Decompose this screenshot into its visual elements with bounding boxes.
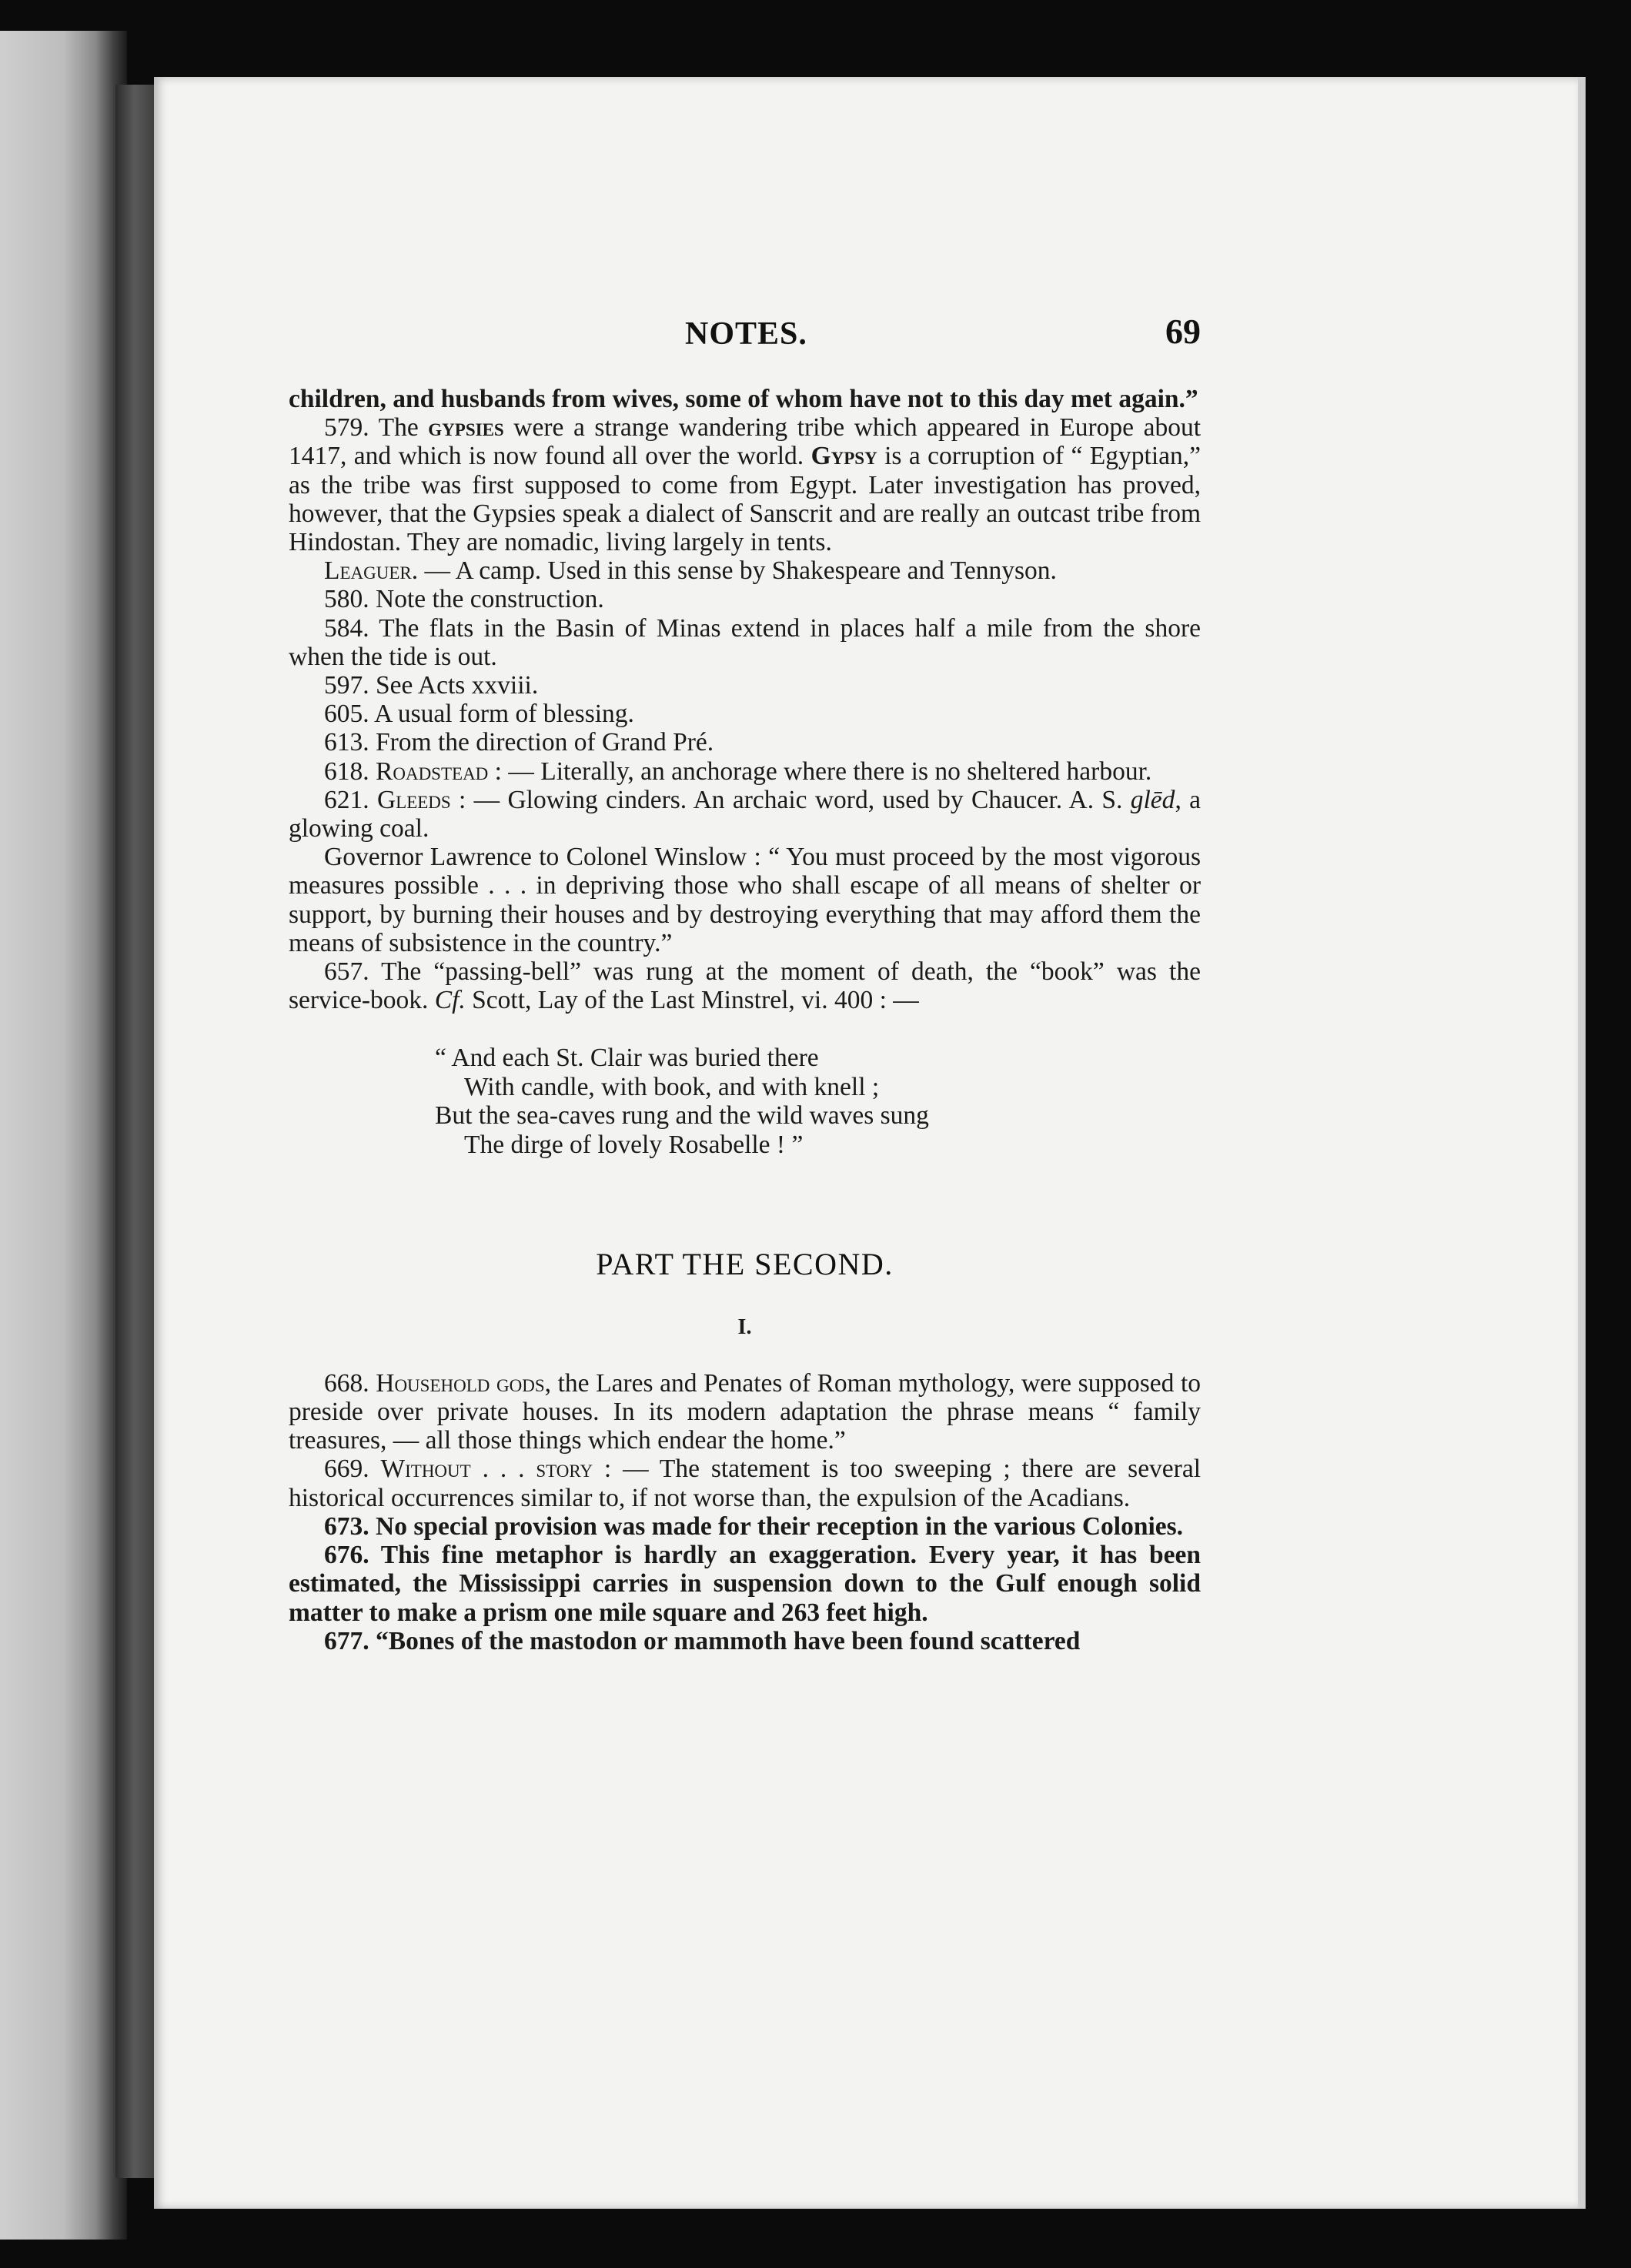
note-579: 579. The gypsies were a strange wandering tribe which appeared in Europe about 1417, and which is now found all over the world. Gypsy is a corruption of “ Egyptian,” as the tribe was first supposed to come from Egypt. Later investigation has proved, however, that the Gypsies speak a dialect of Sanscrit and are really an outcast tribe from Hindostan. They are nomadic, living largely in tents. (289, 413, 1201, 557)
note-613: 613. From the direction of Grand Pré. (324, 728, 714, 757)
term-roadstead: Roadstead (376, 757, 489, 786)
note-continuation: children, and husbands from wives, some of whom have not to this day met again.” (289, 385, 1198, 413)
term-gypsies: gypsies (428, 413, 504, 443)
note-669: 669. Without . . . story : — The statement is too sweeping ; there are several historical occurrences similar to, if not worse than, the expulsion of the Acadians. (289, 1455, 1202, 1512)
note-668: 668. Household gods, the Lares and Penates of Roman mythology, were supposed to preside over private houses. In its modern adaptation the phrase means “ family treasures, — all those things which endear the home.” (289, 1368, 1202, 1455)
book-gutter (0, 31, 127, 2240)
word-gled: glēd (1130, 785, 1175, 814)
note-governor-quote: Governor Lawrence to Colonel Winslow : “ You must proceed by the most vigorous measures possible . . . in depriving those who shall escape of all means of shelter or support, by burning their houses and by destroying everything that may afford them the means of subsistence in the country.” (289, 843, 1201, 957)
note-584: 584. The flats in the Basin of Minas extend in places half a mile from the shore when the tide is out. (289, 613, 1201, 671)
note-580: 580. Note the construction. (324, 585, 604, 614)
page-header (285, 312, 1201, 362)
note-676: 676. This fine metaphor is hardly an exaggeration. Every year, it has been estimated, the Mississippi carries in suspension down to the Gulf enough solid matter to make a prism one mile square and 263 feet high. (289, 1541, 1201, 1627)
running-head: NOTES. (685, 316, 807, 352)
page-edge (1578, 77, 1586, 2209)
note-673: 673. No special provision was made for their reception in the various Colonies. (324, 1511, 1184, 1541)
part-heading: PART THE SECOND. (596, 1247, 894, 1282)
note-597: 597. See Acts xxviii. (324, 671, 539, 700)
notes-body (289, 385, 1201, 1655)
note-621: 621. Gleeds : — Glowing cinders. An archaic word, used by Chaucer. A. S. glēd, a glowing coal. (289, 785, 1201, 843)
poem-line: But the sea-caves rung and the wild waves sung (435, 1101, 929, 1131)
page-number: 69 (1165, 312, 1201, 351)
note-677: 677. “Bones of the mastodon or mammoth have been found scattered (324, 1626, 1081, 1655)
poem-line: “ And each St. Clair was buried there (435, 1044, 819, 1073)
term-gleeds: Gleeds (376, 785, 451, 814)
note-618: 618. Roadstead : — Literally, an anchorage where there is no sheltered harbour. (324, 757, 1152, 786)
section-number: I. (737, 1314, 752, 1339)
term-story: story (536, 1455, 593, 1484)
note-leaguer: Leaguer. — A camp. Used in this sense by Shakespeare and Tennyson. (324, 556, 1057, 586)
poem-line: The dirge of lovely Rosabelle ! ” (464, 1130, 804, 1159)
poem-line: With candle, with book, and with knell ; (464, 1072, 880, 1101)
term-household-gods: Household gods (376, 1368, 545, 1398)
poem-quote (435, 1044, 1201, 1159)
term-leaguer: Leaguer (324, 556, 412, 586)
note-605: 605. A usual form of blessing. (324, 700, 634, 729)
term-gypsy: Gypsy (810, 442, 877, 471)
note-657: 657. The “passing-bell” was rung at the moment of death, the “book” was the service-book. Cf. Scott, Lay of the Last Minstrel, vi. 400 : — (289, 957, 1201, 1015)
part-two-notes (289, 1369, 1201, 1655)
book-spine (115, 85, 158, 2178)
term-without: Without (380, 1455, 471, 1484)
